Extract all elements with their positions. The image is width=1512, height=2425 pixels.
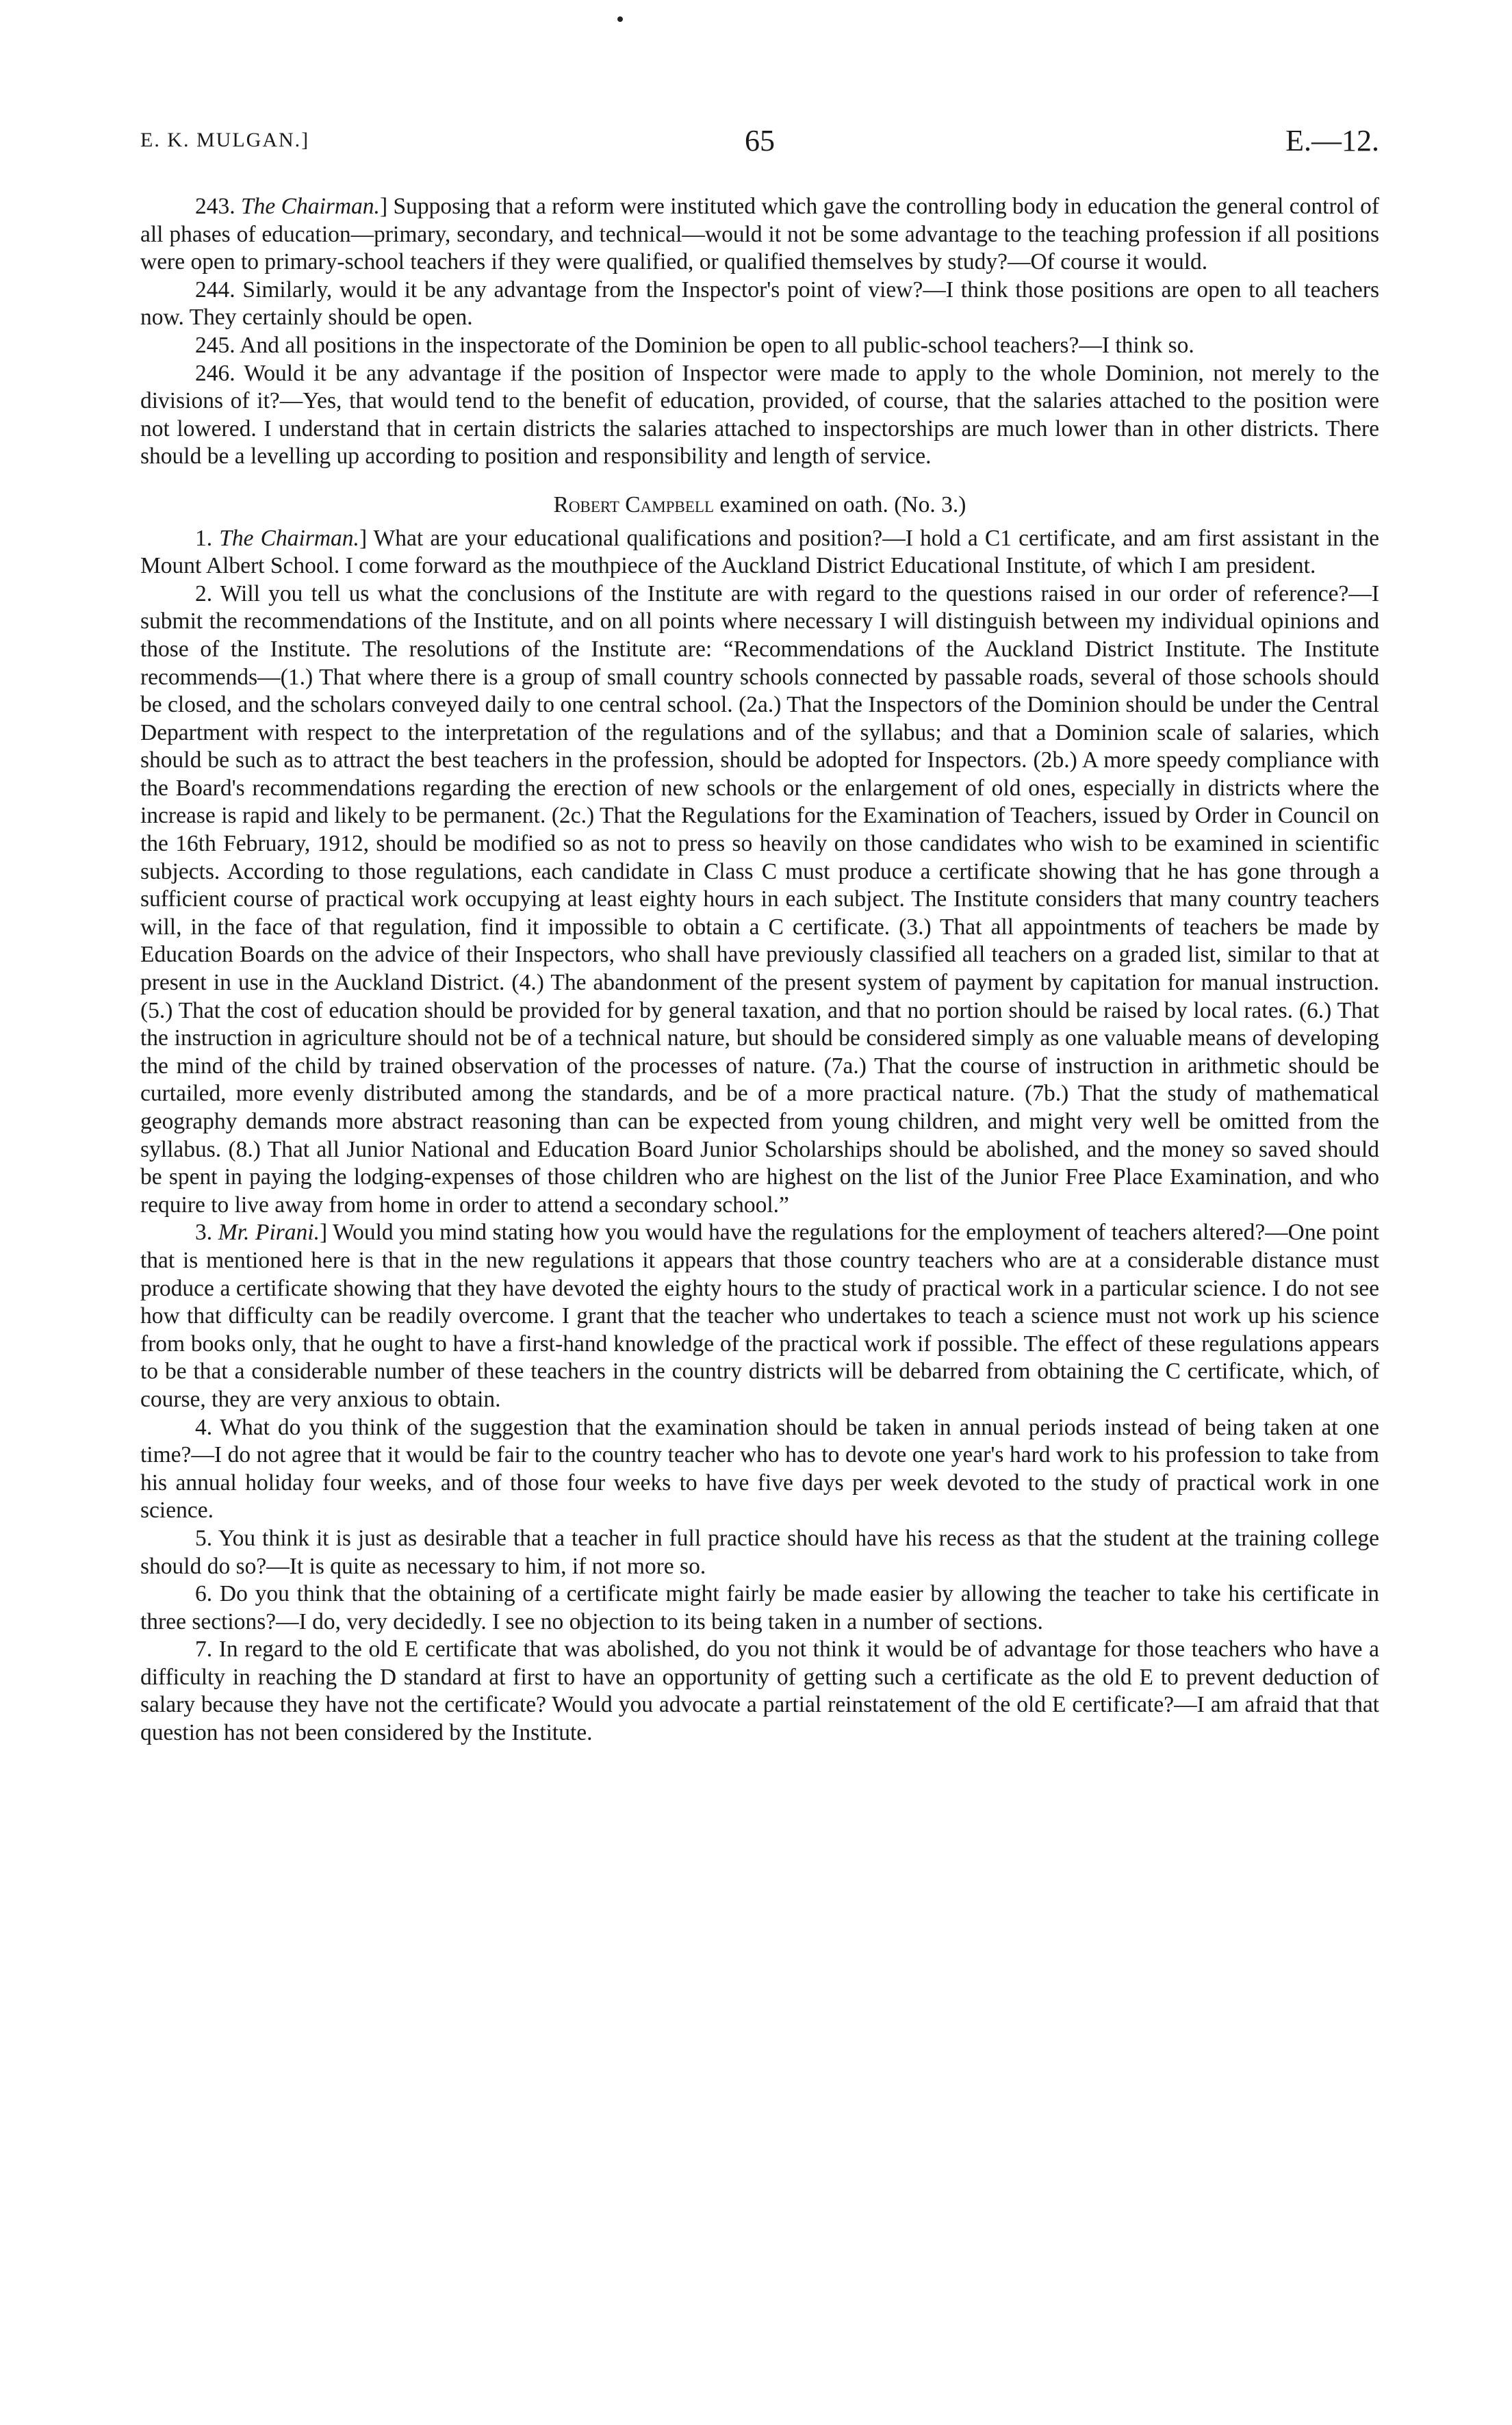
- testimony-paragraph: [140, 1525, 1379, 1580]
- paragraph-text: ] Would you mind stating how you would have the regulations for the employment of teachers altered?—One point that is mentioned here is that in the new regulations it appears that those country teachers who are at a considerable distance must produce a certificate showing that they have devoted the eighty hours to the study of practical work in a particular science. I do not see how that difficulty can be readily overcome. I grant that the teacher who undertakes to teach a science must not work up his science from books only, that he ought to have a first-hand knowledge of the practical work if possible. The effect of these regulations appears to be that a considerable number of these teachers in the country districts will be debarred from obtaining the C certificate, which, of course, they are very anxious to obtain.: [140, 1220, 1379, 1412]
- witness-heading-rest: examined on oath. (No. 3.): [714, 491, 966, 517]
- speaker-name: The Chairman.: [241, 194, 380, 219]
- witness-section-heading: [140, 491, 1379, 519]
- testimony-paragraph: [140, 1636, 1379, 1747]
- paragraph-text: ] What are your educational qualifications and position?—I hold a C1 certificate, and am first assistant in the Mount Albert School. I come forward as the mouthpiece of the Auckland District Educational Institute, of which I am president.: [140, 525, 1379, 579]
- testimony-paragraph: [140, 332, 1379, 360]
- question-number: 6.: [195, 1581, 213, 1607]
- question-number: 3.: [195, 1220, 213, 1246]
- page-speck-mark: [617, 16, 623, 22]
- paragraph-text: In regard to the old E certificate that was abolished, do you not think it would be of advantage for those teachers who have a difficulty in reaching the D standard at first to have an opportunity of getting such a certificate as the old E to prevent deduction of salary because they have not the certificate? Would you advocate a partial reinstatement of the old E certificate?—I am afraid that that question has not been considered by the Institute.: [140, 1637, 1379, 1746]
- paragraph-text: Do you think that the obtaining of a certificate might fairly be made easier by allowing the teacher to take his certificate in three sections?—I do, very decidedly. I see no objection to its being taken in a number of sections.: [140, 1581, 1379, 1634]
- testimony-paragraph: [140, 580, 1379, 1220]
- paragraph-text: Similarly, would it be any advantage from the Inspector's point of view?—I think those positions are open to all teachers now. They certainly should be open.: [140, 277, 1379, 331]
- testimony-paragraph: [140, 360, 1379, 471]
- document-reference: E.—12.: [1285, 124, 1379, 157]
- question-number: 245.: [195, 332, 235, 358]
- question-number: 2.: [195, 580, 213, 606]
- paragraph-text: And all positions in the inspectorate of the Dominion be open to all public-school teachers?—I think so.: [235, 332, 1194, 358]
- document-body: [140, 193, 1379, 1747]
- question-number: 243.: [195, 194, 235, 219]
- testimony-paragraph: [140, 525, 1379, 580]
- header-witness-name: E. K. MULGAN.]: [140, 129, 310, 151]
- paragraph-text: What do you think of the suggestion that the examination should be taken in annual periods instead of being taken at one time?—I do not agree that it would be fair to the country teacher who has to devote one year's hard work to his profession to take from his annual holiday four weeks, and of those four weeks to have five days per week devoted to the study of practical work in one science.: [140, 1414, 1379, 1524]
- page-header: [140, 123, 1379, 164]
- question-number: 4.: [195, 1414, 213, 1440]
- testimony-paragraph: [140, 1219, 1379, 1413]
- witness-name: Robert Campbell: [553, 491, 714, 517]
- testimony-paragraph: [140, 277, 1379, 332]
- paragraph-text: Would it be any advantage if the position of Inspector were made to apply to the whole Dominion, not merely to the divisions of it?—Yes, that would tend to the benefit of education, provided, of course, that the salaries attached to the position were not lowered. I understand that in certain districts the salaries attached to inspectorships are much lower than in other districts. There should be a levelling up according to position and responsibility and length of service.: [140, 360, 1379, 470]
- paragraph-text: You think it is just as desirable that a teacher in full practice should have his recess as that the student at the training college should do so?—It is quite as necessary to him, if not more so.: [140, 1525, 1379, 1579]
- page-number: 65: [745, 124, 775, 157]
- testimony-paragraph: [140, 1414, 1379, 1525]
- question-number: 246.: [195, 360, 235, 386]
- question-number: 1.: [195, 525, 213, 551]
- speaker-name: Mr. Pirani.: [218, 1220, 320, 1246]
- speaker-name: The Chairman.: [219, 525, 359, 551]
- paragraph-text: ] Supposing that a reform were instituted which gave the controlling body in education the general control of all phases of education—primary, secondary, and technical—would it not be some advantage to the teaching profession if all positions were open to primary-school teachers if they were qualified, or qualified themselves by study?—Of course it would.: [140, 194, 1379, 275]
- question-number: 244.: [195, 277, 235, 303]
- testimony-paragraph: [140, 193, 1379, 277]
- testimony-paragraph: [140, 1580, 1379, 1636]
- question-number: 5.: [195, 1525, 213, 1551]
- paragraph-text: Will you tell us what the conclusions of the Institute are with regard to the questions raised in our order of reference?—I submit the recommendations of the Institute, and on all points where necessary I will distinguish between my individual opinions and those of the Institute. The resolutions of the Institute are: “Recommendations of the Auckland District Institute. The Institute recommends—(1.) That where there is a group of small country schools connected by passable roads, several of those schools should be closed, and the scholars conveyed daily to one central school. (2a.) That the Inspectors of the Dominion should be under the Central Department with respect to the interpretation of the regulations and of the syllabus; and that a Dominion scale of salaries, which should be such as to attract the best teachers in the profession, should be adopted for Inspectors. (2b.) A more speedy compliance with the Board's recommendations regarding the erection of new schools or the enlargement of old ones, especially in districts where the increase is rapid and likely to be permanent. (2c.) That the Regulations for the Examination of Teachers, issued by Order in Council on the 16th February, 1912, should be modified so as not to press so heavily on those candidates who wish to be examined in scientific subjects. According to those regulations, each candidate in Class C must produce a certificate showing that he has gone through a sufficient course of practical work occupying at least eighty hours in each subject. The Institute considers that many country teachers will, in the face of that regulation, find it impossible to obtain a C certificate. (3.) That all appointments of teachers be made by Education Boards on the advice of their Inspectors, who shall have previously classified all teachers on a graded list, similar to that at present in use in the Auckland District. (4.) The abandonment of the present system of payment by capitation for manual instruction. (5.) That the cost of education should be provided for by general taxation, and that no portion should be raised by local rates. (6.) That the instruction in agriculture should not be of a technical nature, but should be considered simply as one valuable means of developing the mind of the child by trained observation of the processes of nature. (7a.) That the course of instruction in arithmetic should be curtailed, more evenly distributed among the standards, and be of a more practical nature. (7b.) That the study of mathematical geography demands more abstract reasoning than can be expected from young children, and might very well be omitted from the syllabus. (8.) That all Junior National and Education Board Junior Scholarships should be abolished, and the money so saved should be spent in paying the lodging-expenses of those children who are highest on the list of the Junior Free Place Examination, and who require to live away from home in order to attend a secondary school.”: [140, 580, 1379, 1218]
- question-number: 7.: [195, 1637, 213, 1663]
